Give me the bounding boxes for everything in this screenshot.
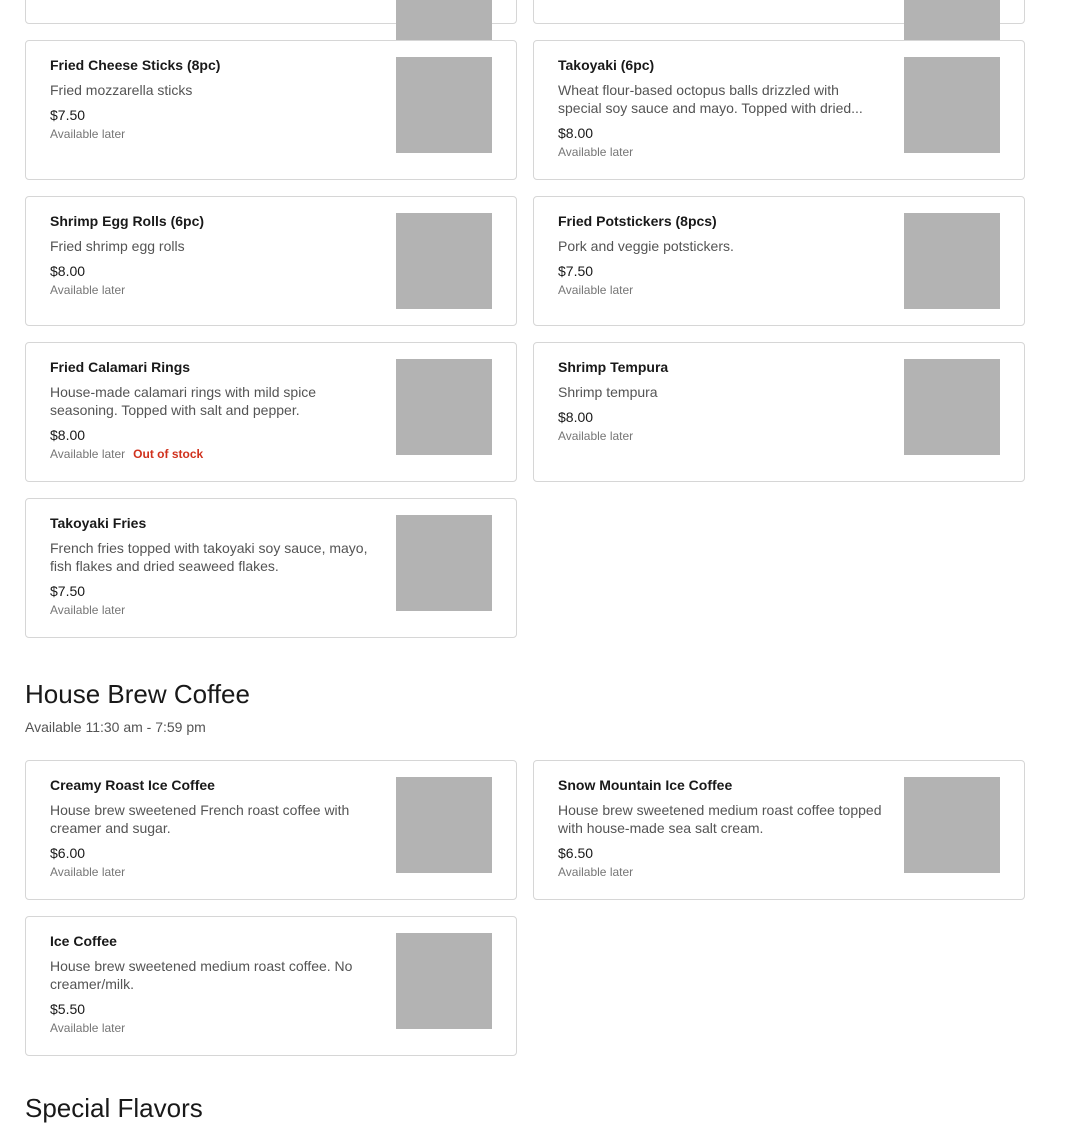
item-info [558,777,882,879]
item-price: $6.50 [558,845,594,861]
availability-label: Available later [558,865,634,879]
item-price: $8.00 [558,409,594,425]
item-name: Takoyaki Fries [50,515,147,531]
menu-item-card[interactable] [533,342,1025,482]
item-image [396,57,492,153]
item-image [396,359,492,455]
item-info [50,57,374,141]
availability-label: Available later [50,447,126,461]
item-info [50,777,374,879]
item-image [396,515,492,611]
item-name: Fried Calamari Rings [50,359,191,375]
item-name: Shrimp Tempura [558,359,669,375]
item-description: French fries topped with takoyaki soy sauce, mayo, fish flakes and dried seaweed flakes. [50,540,368,574]
item-image [904,359,1000,455]
item-info [50,359,374,461]
availability-label: Available later [50,603,126,617]
item-info [50,933,374,1035]
menu-item-card[interactable] [533,0,1025,24]
item-info [558,213,882,297]
item-status [50,1021,374,1035]
menu-item-card[interactable] [25,196,517,326]
item-name: Takoyaki (6pc) [558,57,655,73]
item-price: $7.50 [50,583,86,599]
item-status [558,145,882,159]
item-image [904,777,1000,873]
item-price: $7.50 [558,263,594,279]
menu-item-card[interactable] [25,0,517,24]
menu-item-card[interactable] [25,40,517,180]
item-name: Ice Coffee [50,933,117,949]
menu-item-card[interactable] [533,196,1025,326]
item-description: Fried mozzarella sticks [50,82,193,98]
item-price: $8.00 [558,125,594,141]
section-title: House Brew Coffee [25,679,250,709]
item-status [50,127,374,141]
availability-label: Available later [558,145,634,159]
availability-label: Available later [558,429,634,443]
item-description: Shrimp tempura [558,384,658,400]
item-image [396,213,492,309]
menu-item-card[interactable] [533,40,1025,180]
item-status [50,865,374,879]
availability-label: Available later [50,283,126,297]
section-title: Special Flavors [25,1093,203,1123]
menu-item-card[interactable] [25,760,517,900]
item-price: $7.50 [50,107,86,123]
item-info [50,213,374,297]
item-description: House brew sweetened French roast coffee with creamer and sugar. [50,802,350,836]
item-name: Shrimp Egg Rolls (6pc) [50,213,205,229]
item-description: House brew sweetened medium roast coffee. No creamer/milk. [50,958,353,992]
item-image [396,933,492,1029]
item-info [558,57,882,159]
item-status [558,429,882,443]
item-description: Fried shrimp egg rolls [50,238,185,254]
menu-item-card[interactable] [25,916,517,1056]
item-status [50,603,374,617]
item-price: $5.50 [50,1001,86,1017]
item-image [904,213,1000,309]
menu-item-card[interactable] [25,342,517,482]
item-status [50,447,374,461]
item-status [558,865,882,879]
item-image [396,777,492,873]
item-price: $8.00 [50,263,86,279]
item-description: Pork and veggie potstickers. [558,238,734,254]
item-name: Snow Mountain Ice Coffee [558,777,733,793]
availability-label: Available later [50,1021,126,1035]
item-image [904,57,1000,153]
availability-label: Available later [50,127,126,141]
item-description: House brew sweetened medium roast coffee topped with house-made sea salt cream. [558,802,882,836]
availability-label: Available later [50,865,126,879]
item-info [558,359,882,443]
item-description: Wheat flour-based octopus balls drizzled with special soy sauce and mayo. Topped with dried... [558,82,863,116]
section-hours: Available 11:30 am - 7:59 pm [25,719,206,735]
item-status [50,283,374,297]
menu-item-card[interactable] [25,498,517,638]
item-status [558,283,882,297]
item-description: House-made calamari rings with mild spice seasoning. Topped with salt and pepper. [50,384,317,418]
item-name: Fried Cheese Sticks (8pc) [50,57,221,73]
item-price: $6.00 [50,845,86,861]
availability-label: Available later [558,283,634,297]
item-name: Fried Potstickers (8pcs) [558,213,717,229]
item-info [50,515,374,617]
menu-item-card[interactable] [533,760,1025,900]
item-price: $8.00 [50,427,86,443]
out-of-stock-badge: Out of stock [133,447,204,461]
item-name: Creamy Roast Ice Coffee [50,777,215,793]
